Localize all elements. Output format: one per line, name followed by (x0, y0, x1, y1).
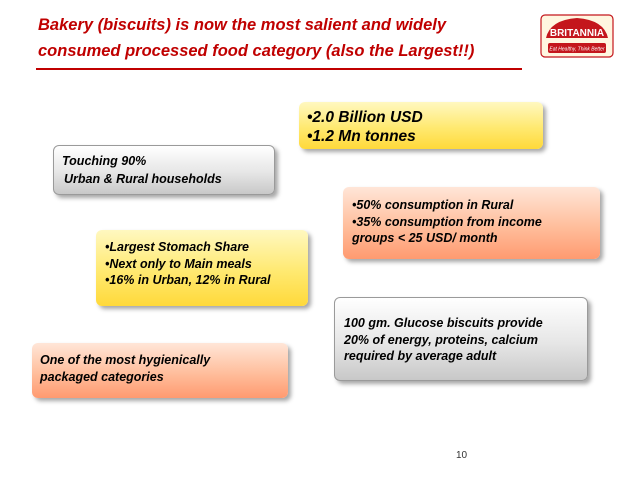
household-reach-line: Urban & Rural households (64, 172, 222, 186)
glucose-nutrition-box (334, 297, 588, 381)
market-size-value: •2.0 Billion USD (307, 109, 423, 126)
rural-consumption-line: •50% consumption in Rural (352, 198, 514, 212)
title-divider (36, 68, 522, 70)
glucose-nutrition-line: 20% of energy, proteins, calcium (344, 332, 539, 347)
glucose-nutrition-line: required by average adult (344, 349, 497, 363)
rural-consumption-line: •35% consumption from income (352, 214, 542, 229)
title-line-2: consumed processed food category (also the Largest!!) (38, 42, 475, 60)
rural-consumption-line: groups < 25 USD/ month (352, 231, 498, 245)
stomach-share-line: •Largest Stomach Share (105, 240, 250, 254)
rural-consumption-box (343, 187, 600, 259)
hygiene-line: packaged categories (40, 370, 164, 384)
hygiene-box (32, 343, 288, 398)
hygiene-line: One of the most hygienically (40, 353, 211, 367)
stomach-share-line: •Next only to Main meals (105, 256, 252, 271)
logo-tagline: Eat Healthy, Think Better (549, 46, 605, 53)
slide-title (38, 12, 518, 64)
logo-brand: BRITANNIA (549, 28, 605, 39)
market-volume-value: •1.2 Mn tonnes (307, 128, 416, 145)
page-number: 10 (456, 450, 468, 461)
household-reach-box (53, 145, 275, 195)
household-reach-line: Touching 90% (62, 154, 147, 168)
glucose-nutrition-line: 100 gm. Glucose biscuits provide (344, 316, 543, 330)
market-size-box (299, 102, 543, 149)
title-line-1: Bakery (biscuits) is now the most salient and widely (38, 16, 447, 34)
stomach-share-box (96, 230, 308, 306)
stomach-share-line: •16% in Urban, 12% in Rural (105, 273, 271, 287)
britannia-logo (540, 14, 614, 58)
